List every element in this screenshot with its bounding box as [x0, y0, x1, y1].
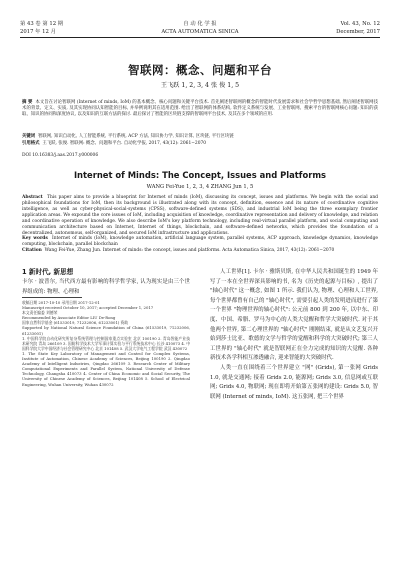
keywords-zh-text: 智联网, 知识自动化, 人工智能系统, 平行系统, ACP 方法, 知识协力学, 知识计算, 区块链, 平行区块链	[37, 134, 234, 139]
footnote-editor-en: Recommended by Associate Editor LIU De-Rong	[22, 315, 116, 321]
abstract-en-text: This paper aims to provide a blueprint for Internet of minds (IoM), discussing its concept, issues and platforms. We begin with the social and philosophical foundations for IoM, then its background is illustrated along with its concept, definition, essence and its nature of coordinative cognitive intelligence, as well as cyber-physical-social-systems (CPSS), software-defined systems (SDS), and industrial IoM being the three exemplary frontier application areas. We expound the core issues of IoM, including acquisition of knowledge, coordinative representation and delivery of knowledge, and relation and coordinative operation of knowledge. We also describe IoM's key platform technology, including real-virtual parallel platform, and social computing and communication architecture based on Internet, Internet of things, blockchain, and software-defined networks, which provides the foundation of a decentralized, autonomous, self-organized, and secured IoM infrastructure and applications.	[22, 195, 378, 236]
section-1-right-column	[210, 268, 378, 402]
paper-title-zh: 智联网：概念、问题和平台	[128, 63, 272, 77]
citation-zh	[22, 141, 378, 147]
keywords-zh	[22, 134, 378, 140]
section-1-right-para-2: 人类一直在围绕着三个世界建立 "网" (Grids), 第一张网 Grids 1.0, 就是交通网; 接着 Grids 2.0, 能源网; Grids 3.0, 信息网或互联网; Grids 4.0, 物联网; 现在即将开始第五张网的建设: Grids 5.0, 智联网 (Internet of minds, IoM). 这五张网, 把三个世界	[210, 364, 378, 400]
abstract-zh-label: 摘 要	[22, 100, 33, 105]
date-en: December, 2017	[336, 29, 380, 35]
section-1-left-text: 卡尔 · 波普尔, 当代西方最有影响的科学哲学家, 认为现实是由三个世界组成的: 物理、心理和	[22, 279, 190, 295]
citation-zh-label: 引用格式	[22, 141, 40, 146]
footnotes	[22, 300, 190, 387]
keywords-zh-label: 关键词	[22, 134, 36, 139]
keywords-en	[22, 236, 378, 248]
citation-zh-text: 王飞跃, 张俊. 智联网: 概念、问题和平台. 自动化学报, 2017, 43(12): 2061−2070	[42, 141, 207, 146]
footnote-affiliations-zh: 1. 中国科学院自动化研究所复杂系统管理与控制国家重点实验室 北京 100190 2. 青岛智能产业技术研究院 青岛 266109 3. 国防科学技术大学军事计算实验与平行系统技术中心 长沙 410073 4. 中国科学院大学中国经济与社会管理研究中心 北京 101408 5. 武汉大学电气工程学院 武汉 430072	[22, 335, 190, 351]
journal-name-en: ACTA AUTOMATICA SINICA	[161, 29, 239, 35]
citation-en	[22, 248, 378, 254]
journal-name-zh: 自 动 化 学 报	[183, 21, 217, 27]
keywords-en-text: Internet of minds (IoM), knowledge automation, artificial language system, parallel systems, ACP approach, knowledge dynamics, knowledge computing, blockchain, parallel blockchain	[22, 236, 379, 247]
section-1-right-para-1: 人工世界[1]. 卡尔 · 雅斯贝斯, 在中华人民共和国诞生的 1949 年写了一本在全世界深具影响的书, 名为《历史的起源与目标》, 提出了 "轴心时代" 这一概念, 如图 1 所示. 我们认为, 物理、心理和人工世界, 每个世界都曾有自己的 "轴心时代", 需要引起人类的发明进而进行了第一个世界 "物理世界的轴心时代": 公元前 800 到 200 年, 以中东、印度、中国、希腊、罗马为中心的人类大觉醒和哲学大突破时代. 对于其他两个世界, 第二心理世界的 "轴心时代" 刚刚结束, 就是从文艺复兴开始到莎士比亚、歌德的文学与哲学的觉醒和科学的大突破时代; 第三人工世界的 "轴心时代" 就是智联网正在全力完成的知识的大觉醒. 各种新技术各学科相互渗透融合, 迎来智能的大突破时代.	[210, 269, 378, 362]
abstract-zh-text: 本文旨在讨论智联网 (Internet of minds, IoM) 的基本概念、核心问题和关键平台技术. 首先阐述智联网的概念的智能时代发展需求和社会学哲学思想基础, 然后阐述智联网技术的背景、定义、实质, 及其实现协同认知智能的目标, 并举例说明其在适用范围. 给出了智联网的体系结构, 软件定义系统与发展、工业智联网、搜索平台的智联网核心问题: 知识的获取、知识的协同和深度协议, 以及知识的互联方法的探讨. 最后探讨了智能的区块链支撑的智联网平台技术, 及其在多个领域的应用.	[22, 100, 378, 117]
volume-issue-en: Vol. 43, No. 12	[340, 21, 380, 27]
footnote-rule	[22, 297, 82, 298]
doi: DOI 10.16383/j.aas.2017.y000006	[22, 153, 99, 158]
authors-zh: 王飞跃 1, 2, 3, 4 张 俊 1, 5	[160, 82, 240, 89]
footnote-received-en: Manuscript received October 10, 2017; accepted December 1, 2017	[22, 305, 154, 311]
section-1-heading: 1 新时代, 新思想	[22, 268, 74, 276]
footnote-funding-en: Supported by National Natural Science Foundation of China (61533019, 71232006, 61233001)	[22, 325, 190, 336]
date-zh: 2017 年 12 月	[20, 29, 56, 35]
footnote-received-zh: 收稿日期 2017-10-10 录用日期 2017-12-01	[22, 300, 100, 305]
authors-en: WANG Fei-Yue 1, 2, 3, 4 ZHANG Jun 1, 5	[146, 184, 254, 190]
header-rule	[20, 37, 380, 38]
citation-en-label: Citation	[22, 248, 42, 253]
footnote-editor-zh: 本文责任编委 刘德荣	[22, 310, 58, 316]
footnote-funding-zh: 国家自然科学基金 (61533019, 71232006, 61233001) 资助	[22, 320, 129, 326]
paper-title-en: Internet of Minds: The Concept, Issues and Platforms	[73, 170, 327, 180]
abstract-zh	[22, 100, 378, 118]
volume-issue-zh: 第 43 卷 第 12 期	[20, 21, 64, 27]
footnote-affiliations-en: 1. The State Key Laboratory of Management and Control for Complex Systems, Institute of Automation, Chinese Academy of Sciences, Beijing 100190 2. Qingdao Academy of Intelligent Industries, Qingdao 266109 3. Research Center of Military Computational Experiments and Parallel System, National University of Defense Technology, Changsha 410073 4. Center of China Economic and Social Security, The University of Chinese Academy of Sciences, Beijing 101408 5. School of Electrical Engineering, Wuhan University, Wuhan 430072	[22, 350, 190, 387]
abstract-en	[22, 195, 378, 237]
abstract-en-label: Abstract	[22, 195, 43, 200]
keywords-en-label: Key words	[22, 236, 48, 241]
citation-en-text: Wang Fei-Yue, Zhang Jun. Internet of minds: the concept, issues and platforms. Acta Automatica Sinica, 2017, 43(12): 2061−2070	[44, 248, 335, 253]
